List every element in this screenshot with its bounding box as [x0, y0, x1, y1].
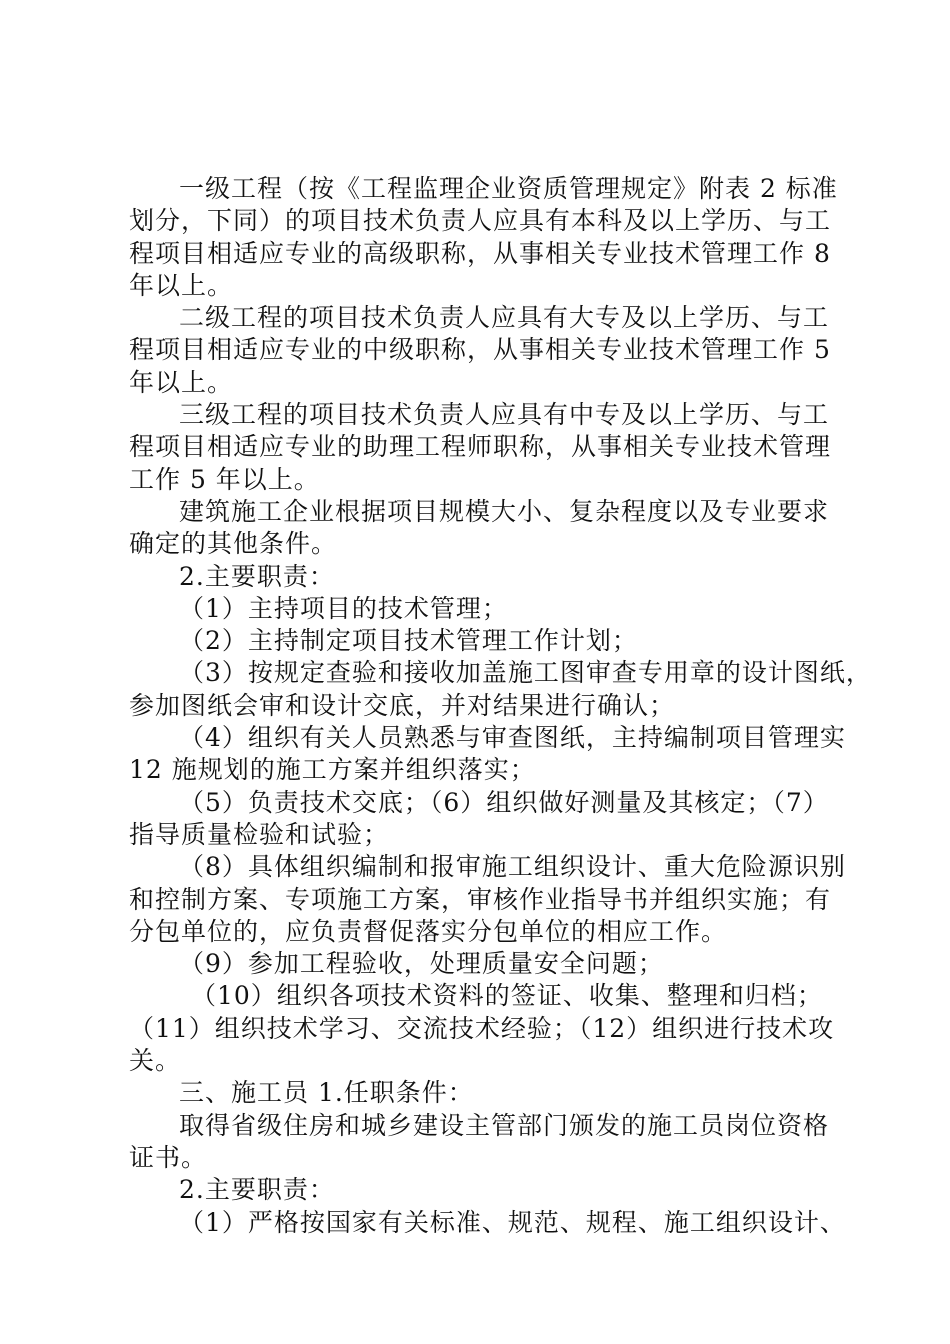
list-item-continuation: 12 施规划的施工方案并组织落实； — [129, 755, 536, 785]
section-heading: 2.主要职责： — [179, 1175, 335, 1205]
paragraph-line: 年以上。 — [129, 367, 234, 397]
list-item: （8）具体组织编制和报审施工组织设计、重大危险源识别 — [179, 852, 846, 882]
list-item: （2）主持制定项目技术管理工作计划； — [179, 626, 638, 656]
section-heading: 三、施工员 1.任职条件： — [179, 1078, 474, 1108]
paragraph-line: 划分，下同）的项目技术负责人应具有本科及以上学历、与工 — [129, 206, 832, 236]
paragraph-line: 一级工程（按《工程监理企业资质管理规定》附表 2 标准 — [179, 174, 838, 203]
list-item-continuation: 关。 — [129, 1046, 182, 1076]
list-item: （4）组织有关人员熟悉与审查图纸，主持编制项目管理实 — [179, 723, 846, 753]
list-item-continuation: 和控制方案、专项施工方案，审核作业指导书并组织实施；有 — [129, 884, 832, 914]
list-item: （11）组织技术学习、交流技术经验；（12）组织进行技术攻 — [129, 1013, 835, 1043]
list-item: （1）严格按国家有关标准、规范、规程、施工组织设计、 — [179, 1207, 846, 1237]
paragraph-line: 三级工程的项目技术负责人应具有中专及以上学历、与工 — [179, 400, 830, 430]
list-item: （3）按规定查验和接收加盖施工图审查专用章的设计图纸， — [179, 658, 872, 688]
paragraph-line: 程项目相适应专业的中级职称，从事相关专业技术管理工作 5 — [129, 335, 831, 365]
section-heading: 2.主要职责： — [179, 561, 335, 591]
list-item-continuation: 指导质量检验和试验； — [129, 819, 390, 849]
list-item-continuation: 分包单位的，应负责督促落实分包单位的相应工作。 — [129, 916, 728, 946]
paragraph-line: 程项目相适应专业的助理工程师职称，从事相关专业技术管理 — [129, 432, 832, 462]
paragraph-line: 工作 5 年以上。 — [129, 464, 320, 494]
paragraph-line: 取得省级住房和城乡建设主管部门颁发的施工员岗位资格 — [179, 1110, 830, 1140]
paragraph-line: 建筑施工企业根据项目规模大小、复杂程度以及专业要求 — [179, 496, 830, 526]
list-item: （1）主持项目的技术管理； — [179, 593, 508, 623]
paragraph-line: 二级工程的项目技术负责人应具有大专及以上学历、与工 — [179, 303, 830, 333]
paragraph-line: 年以上。 — [129, 270, 234, 300]
list-item: （10）组织各项技术资料的签证、收集、整理和归档； — [191, 981, 823, 1011]
paragraph-line: 程项目相适应专业的高级职称，从事相关专业技术管理工作 8 — [129, 238, 831, 268]
document-body — [129, 173, 872, 1239]
list-item-continuation: 参加图纸会审和设计交底，并对结果进行确认； — [129, 690, 676, 720]
list-item: （5）负责技术交底；（6）组织做好测量及其核定；（7） — [179, 787, 829, 817]
paragraph-line: 确定的其他条件。 — [129, 529, 338, 559]
list-item: （9）参加工程验收，处理质量安全问题； — [179, 949, 664, 979]
paragraph-line: 证书。 — [129, 1142, 208, 1172]
